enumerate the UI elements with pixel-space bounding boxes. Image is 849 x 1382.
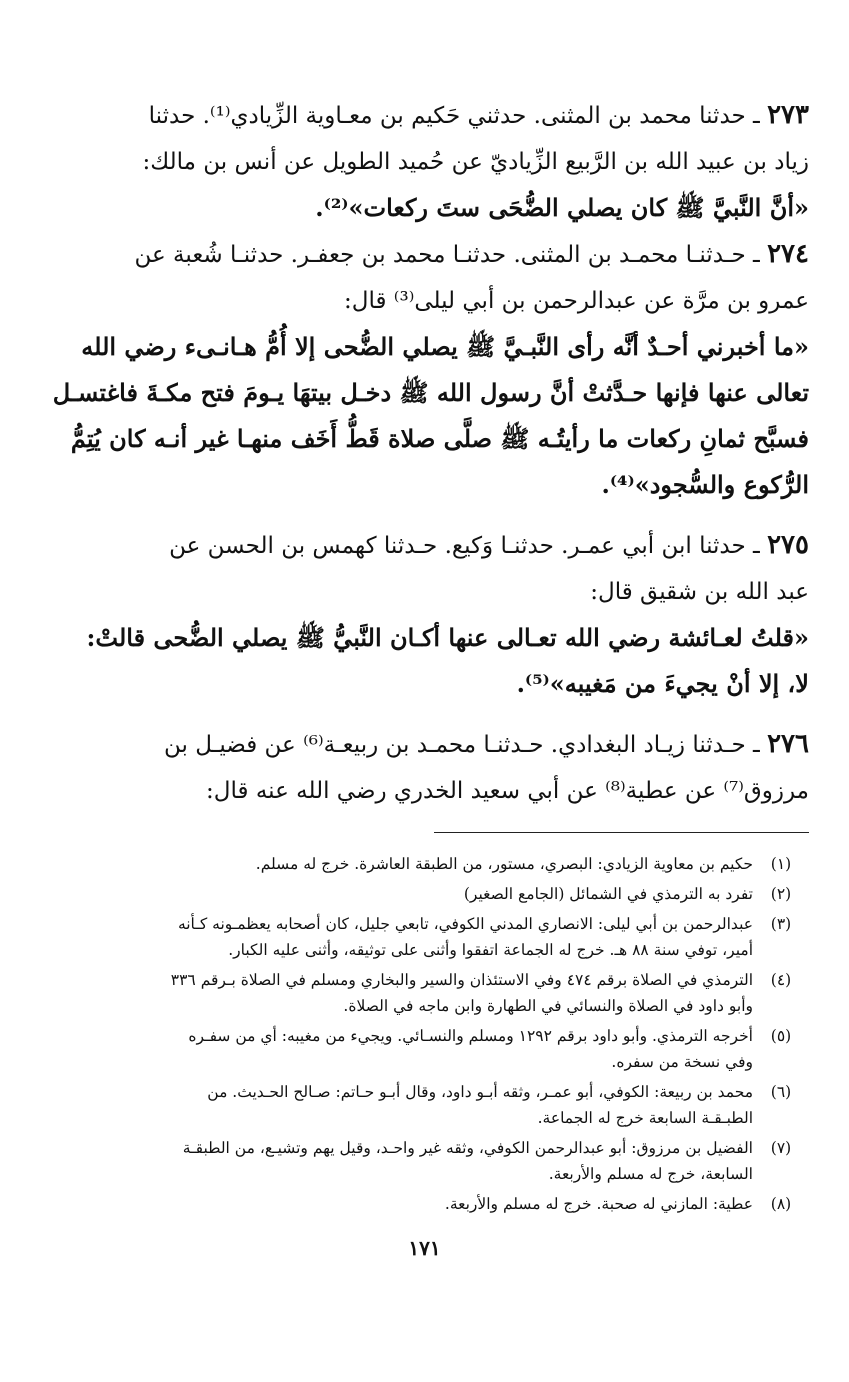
footnote-number: (١) [770, 855, 792, 873]
footnote-line: السابعة، خرج له مسلم والأربعة. [548, 1165, 753, 1183]
line-text: «أنَّ النَّبيَّ ﷺ كان يصلي الضُّحَى ستَ ركعات»⁽²⁾. [315, 193, 809, 222]
line-text: الرُّكوع والسُّجود»⁽⁴⁾. [601, 470, 809, 499]
footnote-line: محمد بن ربيعة: الكوفي، أبو عمـر، وثقه أبـو داود، وقال أبـو حـاتم: صـالح الحـديث. من [207, 1083, 753, 1101]
footnote-body [92, 1191, 753, 1217]
footnote-line: الترمذي في الصلاة برقم ٤٧٤ وفي الاستئذان والسير والبخاري ومسلم في الصلاة بـرقم ٣٣٦ [170, 971, 753, 989]
isnad-line [92, 278, 809, 324]
footnote-body [92, 851, 753, 877]
footnote-number: (٤) [770, 971, 792, 989]
footnote-body [92, 967, 753, 1019]
isnad-line [92, 522, 809, 569]
footnote-body [92, 911, 753, 963]
line-text: تعالى عنها فإنها حـدَّثتْ أنَّ رسول الله ﷺ دخـل بيتهَا يـومَ فتح مكـةَ فاغتسـل [52, 378, 809, 407]
isnad-line [92, 139, 809, 185]
line-text: عبد الله بن شقيق قال: [590, 579, 809, 605]
hadith-text-line [52, 370, 809, 416]
footnote [92, 911, 809, 963]
footnote-line: أخرجه الترمذي. وأبو داود برقم ١٢٩٢ ومسلم والنسـائي. ويجيء من مغيبه: أي من سفـره [188, 1027, 753, 1045]
footnote-line: عطية: المازني له صحبة. خرج له مسلم والأربعة. [444, 1195, 753, 1213]
hadith-number: ٢٧٣ [767, 100, 809, 130]
isnad-line [92, 231, 809, 278]
footnote-number: (٥) [770, 1027, 792, 1045]
hadith-number: ٢٧٤ [767, 239, 809, 269]
isnad-line [92, 768, 809, 814]
footnote-body [92, 1135, 753, 1187]
footnote-divider [434, 832, 809, 833]
hadith-text-line [92, 185, 809, 231]
footnotes [92, 851, 809, 1217]
line-text: فسبَّح ثمانِ ركعات ما رأيتُـه ﷺ صلَّى صلاة قَطُّ أَخَف منهـا غير أنـه كان يُتِمُّ [70, 424, 809, 453]
hadith-text-line [81, 324, 809, 370]
footnote-body [92, 1023, 753, 1075]
footnote [92, 851, 809, 877]
footnote-number: (٧) [770, 1139, 792, 1157]
page-number: ١٧١ [408, 1236, 441, 1260]
line-text: «قلتُ لعـائشة رضي الله تعـالى عنها أكـان النَّبيُّ ﷺ يصلي الضُّحى قالتْ: [86, 623, 809, 652]
line-text: ـ حـدثنا زيـاد البغدادي. حـدثنـا محمـد بن ربيعـة⁽⁶⁾ عن فضيـل بن [163, 732, 768, 758]
footnote-number: (٨) [770, 1195, 792, 1213]
footnote-number: (٢) [770, 885, 792, 903]
isnad-line [92, 92, 809, 139]
footnote [92, 881, 809, 907]
line-text: لا، إلا أنْ يجيءَ من مَغيبه»⁽⁵⁾. [516, 669, 809, 698]
hadith-text-line [70, 416, 809, 462]
footnote-body [92, 881, 753, 907]
paragraph-gap [92, 707, 809, 721]
footnote-line: الفضيل بن مرزوق: أبو عبدالرحمن الكوفي، وثقه غير واحـد، وقيل يهم وتشيـع، من الطبقـة [182, 1139, 753, 1157]
line-text: زياد بن عبيد الله بن الرَّبيع الزِّياديّ عن حُميد الطويل عن أنس بن مالك: [142, 149, 809, 175]
footnote-line: الطبـقـة السابعة خرج له الجماعة. [537, 1109, 753, 1127]
line-text: ـ حدثنا محمد بن المثنى. حدثني حَكيم بن معـاوية الزِّيادي⁽¹⁾. حدثنا [148, 103, 768, 129]
hadith-text-line [86, 615, 809, 661]
line-text: عمرو بن مرَّة عن عبدالرحمن بن أبي ليلى⁽³⁾ قال: [344, 288, 809, 314]
footnote-line: وفي نسخة من سفره. [611, 1053, 753, 1071]
footnote-line: عبدالرحمن بن أبي ليلى: الانصاري المدني الكوفي، تابعي جليل، كان أصحابه يعظمـونه كـأنه [177, 915, 753, 933]
footnote-line: أمير، توفي سنة ٨٨ هـ. خرج له الجماعة اتفقوا وأثنى على توثيقه، وأثنى عليه الكبار. [228, 941, 753, 959]
hadith-text-line [92, 462, 809, 508]
footnote [92, 967, 809, 1019]
hadith-text-line [92, 661, 809, 707]
line-text: مرزوق⁽⁷⁾ عن عطية⁽⁸⁾ عن أبي سعيد الخدري رضي الله عنه قال: [206, 778, 809, 804]
footnote [92, 1191, 809, 1217]
line-text: «ما أخبرني أحـدٌ أنَّه رأى النَّبـيَّ ﷺ يصلي الضُّحى إلا أُمُّ هـانـىء رضي الله [81, 332, 809, 361]
footnote [92, 1135, 809, 1187]
paragraph-gap [92, 508, 809, 522]
footnote-body [92, 1079, 753, 1131]
footnote [92, 1079, 809, 1131]
footnote-line: تفرد به الترمذي في الشمائل (الجامع الصغير) [463, 885, 753, 903]
footnote [92, 1023, 809, 1075]
footnote-line: وأبو داود في الصلاة والنسائي في الطهارة وابن ماجه في الصلاة. [343, 997, 753, 1015]
footnote-number: (٦) [770, 1083, 792, 1101]
hadith-number: ٢٧٦ [767, 729, 809, 759]
hadith-number: ٢٧٥ [767, 530, 809, 560]
line-text: ـ حدثنا ابن أبي عمـر. حدثنـا وَكيع. حـدثنا كهمس بن الحسن عن [169, 533, 768, 559]
isnad-line [92, 721, 809, 768]
page-body [52, 92, 809, 1221]
main-text [52, 92, 809, 814]
line-text: ـ حـدثنـا محمـد بن المثنى. حدثنـا محمد بن جعفـر. حدثنـا شُعبة عن [134, 242, 768, 268]
footnote-line: حكيم بن معاوية الزيادي: البصري، مستور، من الطبقة العاشرة. خرج له مسلم. [255, 855, 753, 873]
isnad-line [92, 569, 809, 615]
footnote-number: (٣) [770, 915, 792, 933]
